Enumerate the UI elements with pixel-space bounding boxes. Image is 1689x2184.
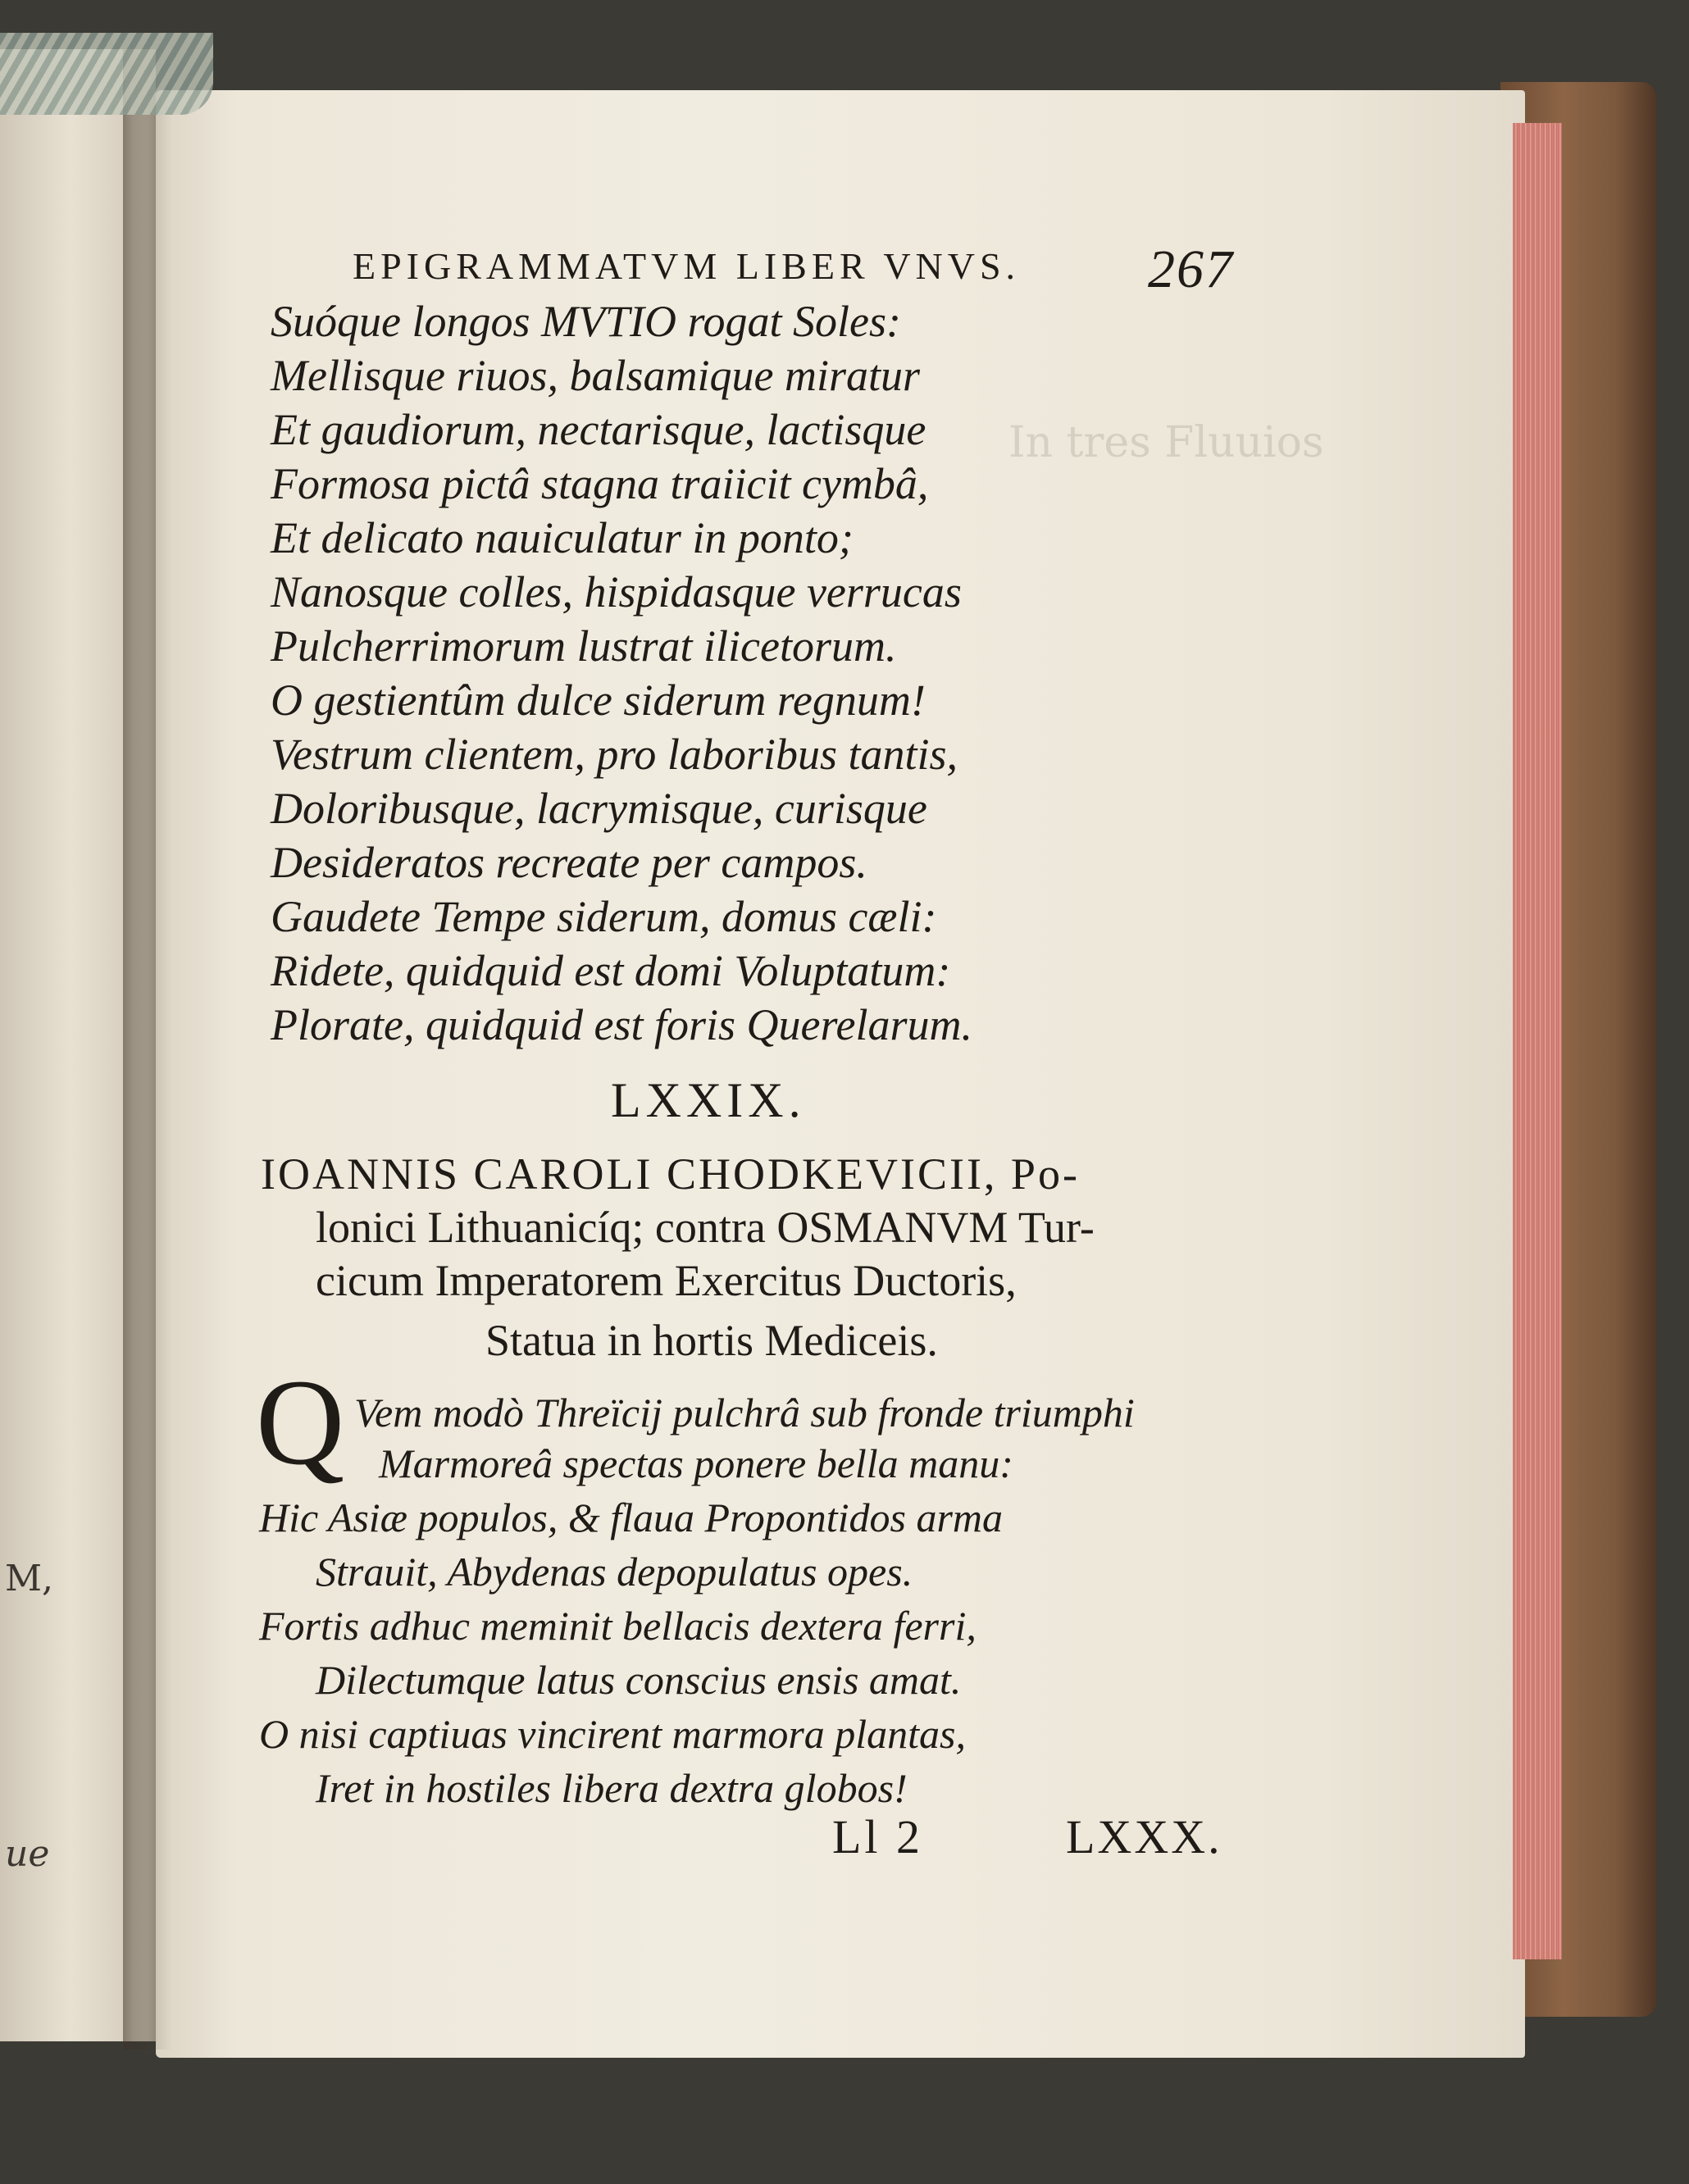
poem-line: O gestientûm dulce siderum regnum! — [271, 676, 926, 725]
signature-mark: Ll 2 — [832, 1810, 924, 1863]
poem-line: Formosa pictâ stagna traiicit cymbâ, — [271, 459, 929, 508]
show-through-text: In tres Fluuios — [1008, 418, 1324, 467]
epigram-line: Marmoreâ spectas ponere bella manu: — [379, 1440, 1013, 1486]
headband — [0, 33, 213, 115]
poem-line: Doloribusque, lacrymisque, curisque — [271, 784, 927, 833]
catchword: LXXX. — [1066, 1810, 1222, 1863]
poem-line: Ridete, quidquid est domi Voluptatum: — [271, 946, 951, 995]
poem-line: Gaudete Tempe siderum, domus cæli: — [271, 892, 937, 941]
epigram-line: Fortis adhuc meminit bellacis dextera ferri, — [259, 1603, 977, 1649]
page-number: 267 — [1148, 239, 1234, 299]
epigram-number: LXXIX. — [611, 1073, 806, 1127]
epigram-line: Vem modò Threïcij pulchrâ sub fronde triumphi — [354, 1390, 1135, 1436]
poem-line: Suóque longos MVTIO rogat Soles: — [271, 297, 901, 346]
poem-line: Mellisque riuos, balsamique miratur — [271, 351, 920, 400]
epigram-line: Strauit, Abydenas depopulatus opes. — [316, 1549, 913, 1595]
left-page-fragment: M, — [5, 1558, 54, 1599]
left-page-fragment: ue — [5, 1833, 50, 1875]
epigram-title-line: cicum Imperatorem Exercitus Ductoris, — [316, 1256, 1017, 1305]
epigram-line: Iret in hostiles libera dextra globos! — [316, 1765, 908, 1811]
poem-line: Plorate, quidquid est foris Querelarum. — [271, 1000, 972, 1049]
poem-line: Et delicato nauiculatur in ponto; — [271, 513, 854, 562]
poem-line: Vestrum clientem, pro laboribus tantis, — [271, 730, 958, 779]
epigram-line: Hic Asiæ populos, & flaua Propontidos arma — [259, 1495, 1004, 1540]
poem-line: Et gaudiorum, nectarisque, lactisque — [271, 405, 926, 454]
page-edges — [1513, 123, 1562, 1959]
poem-line: Nanosque colles, hispidasque verrucas — [271, 567, 962, 617]
drop-cap: Q — [256, 1354, 345, 1490]
gutter-shadow — [123, 49, 172, 2050]
epigram-line: O nisi captiuas vincirent marmora plantas, — [259, 1711, 967, 1757]
poem-line: Desideratos recreate per campos. — [271, 838, 867, 887]
running-title: EPIGRAMMATVM LIBER VNVS. — [353, 245, 1021, 287]
epigram-title-line: lonici Lithuanicíq; contra OSMANVM Tur- — [316, 1203, 1095, 1252]
epigram-subtitle: Statua in hortis Mediceis. — [485, 1316, 938, 1365]
epigram-line: Dilectumque latus conscius ensis amat. — [316, 1657, 962, 1703]
epigram-title-line: IOANNIS CAROLI CHODKEVICII, Po- — [261, 1149, 1080, 1199]
poem-line: Pulcherrimorum lustrat ilicetorum. — [271, 621, 897, 671]
